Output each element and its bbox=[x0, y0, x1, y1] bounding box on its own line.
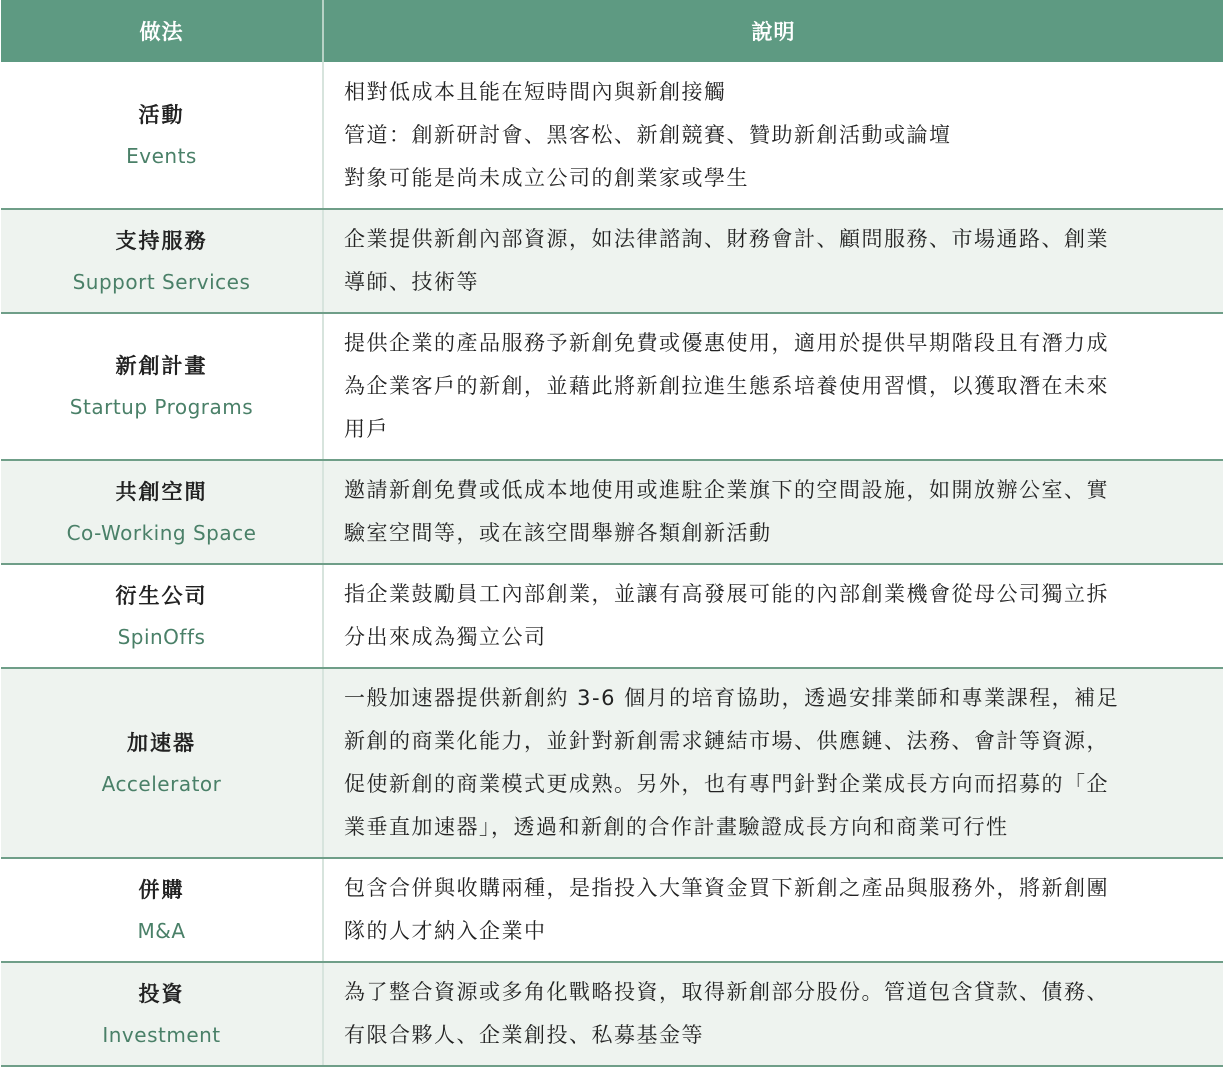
method-name-en: Startup Programs bbox=[69, 395, 254, 419]
method-name-zh: 支持服務 bbox=[115, 228, 208, 253]
method-cell bbox=[1, 460, 323, 564]
method-name-zh: 活動 bbox=[138, 102, 185, 127]
description-cell bbox=[323, 460, 1223, 564]
description-cell bbox=[323, 313, 1223, 460]
description-cell bbox=[323, 668, 1223, 858]
table-row bbox=[1, 313, 1223, 460]
description-line: 新創的商業化能力，並針對新創需求鏈結市場、供應鏈、法務、會計等資源， bbox=[344, 729, 1109, 753]
method-cell bbox=[1, 209, 323, 313]
description-line: 分出來成為獨立公司 bbox=[344, 625, 547, 649]
description-line: 提供企業的產品服務予新創免費或優惠使用，適用於提供早期階段且有潛力成 bbox=[344, 331, 1109, 355]
method-name-en: Investment bbox=[102, 1022, 221, 1047]
description-line: 有限合夥人、企業創投、私募基金等 bbox=[344, 1023, 704, 1047]
description-line: 相對低成本且能在短時間內與新創接觸 bbox=[344, 79, 727, 104]
method-name-en: Accelerator bbox=[101, 771, 222, 796]
table-header-row bbox=[1, 0, 1223, 62]
column-header-description: 說明 bbox=[323, 0, 1223, 62]
method-cell bbox=[1, 962, 323, 1066]
method-name-en: Co-Working Space bbox=[66, 520, 257, 545]
table-row bbox=[1, 460, 1223, 564]
method-name-zh: 共創空間 bbox=[115, 479, 208, 504]
method-name-zh: 加速器 bbox=[127, 730, 196, 755]
description-line: 一般加速器提供新創約 3-6 個月的培育協助，透過安排業師和專業課程，補足 bbox=[344, 686, 1120, 710]
description-line: 為了整合資源或多角化戰略投資，取得新創部分股份。管道包含貸款、債務、 bbox=[344, 980, 1109, 1004]
method-name-en: SpinOffs bbox=[117, 624, 206, 649]
description-line: 企業提供新創內部資源，如法律諮詢、財務會計、顧問服務、市場通路、創業 bbox=[344, 227, 1109, 251]
description-line: 導師、技術等 bbox=[344, 270, 479, 294]
table-row bbox=[1, 62, 1223, 209]
method-name-zh: 新創計畫 bbox=[115, 354, 208, 378]
method-name-zh: 投資 bbox=[138, 981, 185, 1006]
description-line: 邀請新創免費或低成本地使用或進駐企業旗下的空間設施，如開放辦公室、實 bbox=[344, 478, 1109, 502]
column-header-method: 做法 bbox=[1, 0, 323, 62]
table-row bbox=[1, 564, 1223, 668]
method-cell bbox=[1, 62, 323, 209]
description-cell bbox=[323, 962, 1223, 1066]
description-line: 為企業客戶的新創，並藉此將新創拉進生態系培養使用習慣，以獲取潛在未來 bbox=[344, 374, 1109, 398]
method-name-en: Events bbox=[126, 143, 197, 168]
description-cell bbox=[323, 209, 1223, 313]
description-line: 業垂直加速器」，透過和新創的合作計畫驗證成長方向和商業可行性 bbox=[344, 815, 1009, 839]
method-name-en: Support Services bbox=[72, 269, 251, 294]
method-cell bbox=[1, 313, 323, 460]
description-line: 促使新創的商業模式更成熟。另外，也有專門針對企業成長方向而招募的「企 bbox=[344, 772, 1109, 796]
method-name-zh: 併購 bbox=[138, 877, 185, 902]
description-cell bbox=[323, 564, 1223, 668]
method-name-zh: 衍生公司 bbox=[115, 583, 208, 608]
description-line: 隊的人才納入企業中 bbox=[344, 919, 547, 943]
description-line: 對象可能是尚未成立公司的創業家或學生 bbox=[344, 165, 749, 190]
table-row bbox=[1, 668, 1223, 858]
table-row bbox=[1, 858, 1223, 962]
description-cell bbox=[323, 858, 1223, 962]
table-row bbox=[1, 209, 1223, 313]
method-cell bbox=[1, 668, 323, 858]
method-name-en: M&A bbox=[137, 918, 186, 943]
description-line: 用戶 bbox=[344, 417, 389, 441]
startup-engagement-table bbox=[1, 0, 1223, 1067]
method-cell bbox=[1, 858, 323, 962]
description-line: 驗室空間等，或在該空間舉辦各類創新活動 bbox=[344, 521, 772, 545]
description-line: 包含合併與收購兩種，是指投入大筆資金買下新創之產品與服務外，將新創團 bbox=[344, 876, 1109, 900]
method-cell bbox=[1, 564, 323, 668]
description-line: 管道：創新研討會、黑客松、新創競賽、贊助新創活動或論壇 bbox=[344, 122, 952, 147]
description-cell bbox=[323, 62, 1223, 209]
description-line: 指企業鼓勵員工內部創業，並讓有高發展可能的內部創業機會從母公司獨立拆 bbox=[344, 582, 1109, 606]
table-row bbox=[1, 962, 1223, 1066]
